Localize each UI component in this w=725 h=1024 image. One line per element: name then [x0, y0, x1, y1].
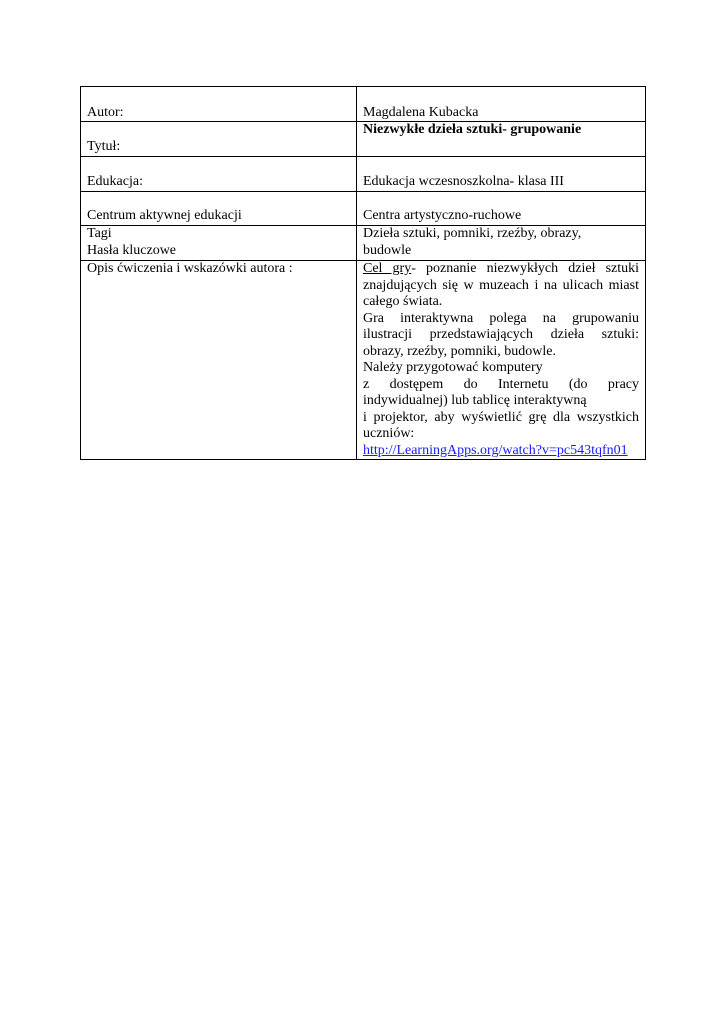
learningapps-link[interactable]: http://LearningApps.org/watch?v=pc543tqfn01 [363, 442, 628, 458]
center-value: Centra artystyczno-ruchowe [357, 192, 646, 226]
tags-value-cell [357, 226, 646, 261]
description-line: Należy przygotować komputery [363, 360, 543, 375]
description-line: znajdujących się w muzeach i na ulicach miast [363, 277, 639, 293]
description-line: i projektor, aby wyświetlić grę dla wszystkich [363, 409, 639, 425]
description-line: Gra interaktywna polega na grupowaniu [363, 310, 639, 326]
education-label: Edukacja: [81, 157, 357, 192]
tags-value-line: Dzieła sztuki, pomniki, rzeźby, obrazy, [363, 226, 582, 241]
tags-value-line: budowle [363, 242, 412, 258]
tags-label: Tagi [87, 226, 112, 241]
author-label: Autor: [81, 87, 357, 122]
goal-label: Cel gry [363, 261, 412, 276]
row-education [81, 157, 646, 192]
row-title [81, 122, 646, 157]
education-value: Edukacja wczesnoszkolna- klasa III [357, 157, 646, 192]
description-line: z dostępem do Internetu (do pracy [363, 376, 639, 392]
description-label: Opis ćwiczenia i wskazówki autora : [81, 261, 357, 460]
description-value [357, 261, 646, 460]
lesson-metadata-table [80, 86, 646, 460]
tags-label-cell [81, 226, 357, 261]
title-value: Niezwykłe dzieła sztuki- grupowanie [357, 122, 646, 157]
description-line: uczniów: [363, 426, 415, 441]
description-line [363, 443, 639, 460]
author-value: Magdalena Kubacka [357, 87, 646, 122]
row-description [81, 261, 646, 460]
description-line: Cel gry- poznanie niezwykłych dzieł sztuki [363, 261, 640, 276]
row-center [81, 192, 646, 226]
center-label: Centrum aktywnej edukacji [81, 192, 357, 226]
description-line: ilustracji przedstawiających dzieła sztuki: [363, 327, 639, 342]
description-line: obrazy, rzeźby, pomniki, budowle. [363, 343, 556, 359]
title-label: Tytuł: [81, 122, 357, 157]
row-author [81, 87, 646, 122]
keywords-label: Hasła kluczowe [87, 242, 177, 258]
row-tags [81, 226, 646, 261]
description-line: indywidualnej) lub tablicę interaktywną [363, 393, 587, 408]
description-line: całego świata. [363, 294, 443, 309]
